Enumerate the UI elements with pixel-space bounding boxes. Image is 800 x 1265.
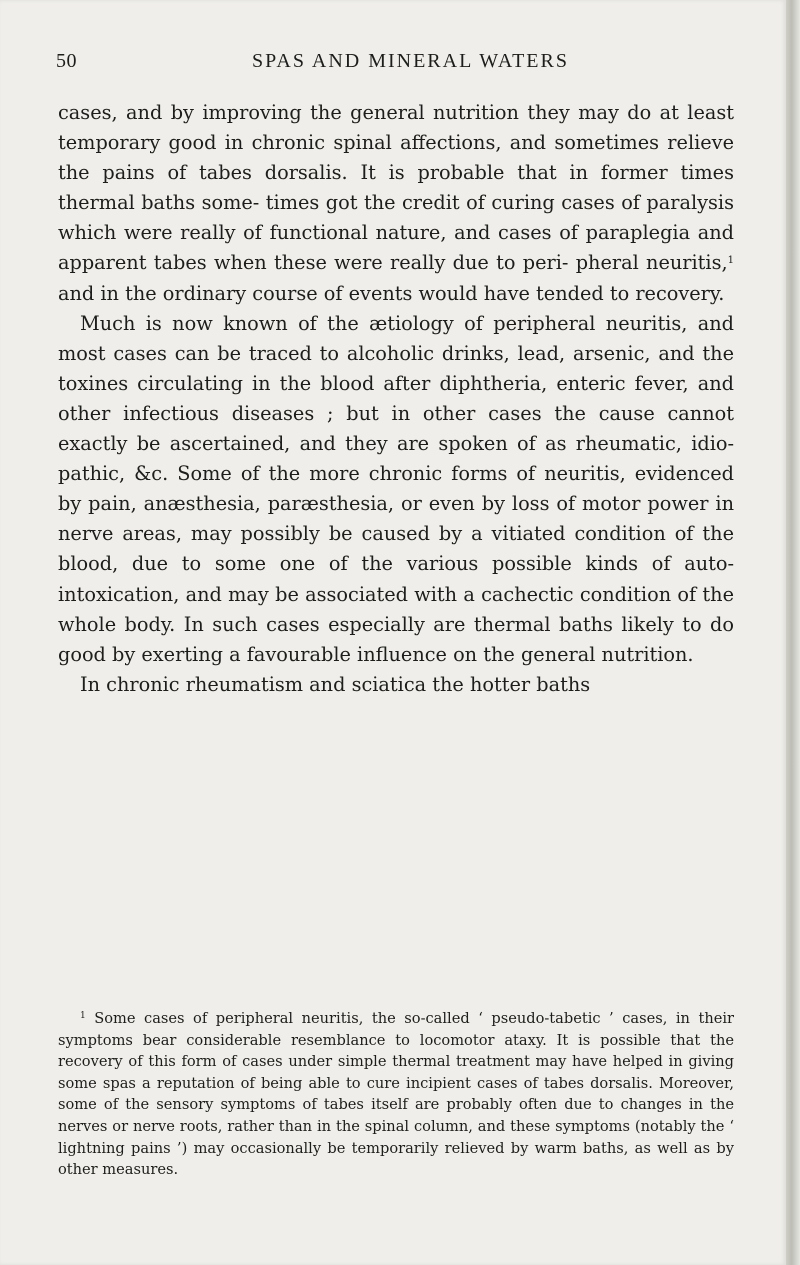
footnote-reference[interactable]: 1 xyxy=(727,255,734,267)
paragraph-1-text: cases, and by improving the general nutrition they may do at least temporary good in chronic spinal affections, and sometimes relieve the pains of tabes dorsalis. It is probable that in former times thermal baths some- times got the credit of curing cases of paralysis which were really of functional nature, and cases of paraplegia and apparent tabes when these were really due to peri- pheral neuritis, xyxy=(58,101,734,275)
footnote xyxy=(58,1008,734,1181)
paragraph-3: In chronic rheumatism and sciatica the hotter baths xyxy=(80,672,591,696)
running-head: SPAS AND MINERAL WATERS xyxy=(252,50,569,72)
footnote-text xyxy=(58,1008,734,1181)
body-text xyxy=(58,98,734,700)
page-header xyxy=(0,50,786,80)
paragraph-1 xyxy=(58,98,734,309)
footnote-mark: 1 xyxy=(80,1011,86,1021)
footnote-body: Some cases of peripheral neuritis, the so-called ‘ pseudo-tabetic ’ cases, in their symptoms bear considerable resemblance to locomotor ataxy. It is possible that the recovery of this form of cases under simple thermal treatment may have helped in giving some spas a reputation of being able to cure incipient cases of tabes dorsalis. Moreover, some of the sensory symptoms of tabes itself are probably often due to changes in the nerves or nerve roots, rather than in the spinal column, and these symptoms (notably the ‘ lightning pains ’) may occasionally be temporarily relieved by warm baths, as well as by other measures. xyxy=(58,1010,734,1179)
paragraph-1-end: and in the ordinary course of events would have tended to recovery. xyxy=(58,281,725,305)
page-number: 50 xyxy=(56,50,77,72)
page-edge xyxy=(786,0,800,1265)
paragraph-2: Much is now known of the ætiology of peripheral neuritis, and most cases can be traced to alcoholic drinks, lead, arsenic, and the toxines circulating in the blood after diphtheria, enteric fever, and other infectious diseases ; but in other cases the cause cannot exactly be ascertained, and they are spoken of as rheumatic, idio- pathic, &c. Some of the more chronic forms of neuritis, evidenced by pain, anæsthesia, paræsthesia, or even by loss of motor power in nerve areas, may possibly be caused by a vitiated condition of the blood, due to some one of the various possible kinds of auto-intoxication, and may be associated with a cachectic condition of the whole body. In such cases especially are thermal baths likely to do good by exerting a favourable influence on the general nutrition. xyxy=(58,311,734,666)
